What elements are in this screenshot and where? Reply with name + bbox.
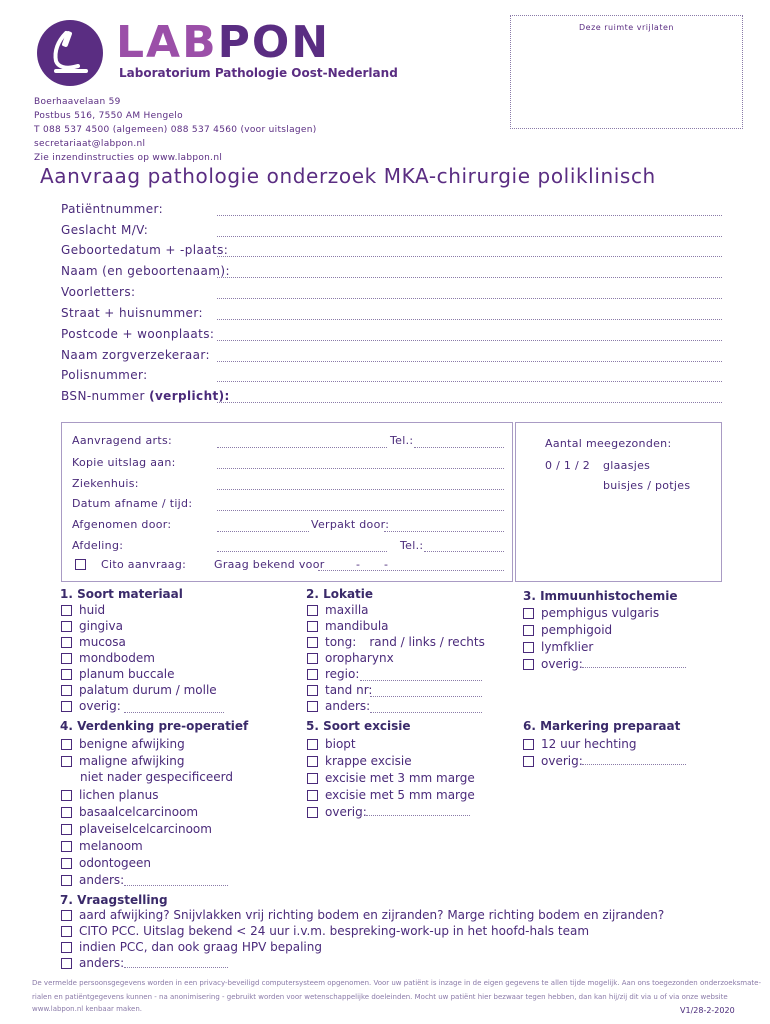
kopie-input[interactable] [217,468,504,469]
field-naam: Naam (en geboortenaam): [61,264,230,278]
logo-subtitle: Laboratorium Pathologie Oost-Nederland [119,66,398,80]
checkbox[interactable] [307,790,318,801]
checkbox[interactable] [307,637,318,648]
tel2-label: Tel.: [400,539,424,552]
page-title: Aanvraag pathologie onderzoek MKA-chirurgie poliklinisch [40,164,656,188]
label: regio: [325,667,360,681]
s3-item-overig[interactable] [523,657,583,671]
checkbox[interactable] [61,605,72,616]
checkbox[interactable] [61,875,72,886]
datum-input[interactable] [217,510,504,511]
label: mondbodem [79,651,155,665]
checkbox[interactable] [61,807,72,818]
checkbox[interactable] [61,858,72,869]
logo [36,17,398,87]
s4-item-plaveisel[interactable] [61,822,212,836]
checkbox[interactable] [61,637,72,648]
checkbox[interactable] [61,824,72,835]
checkbox[interactable] [307,605,318,616]
label: excisie met 5 mm marge [325,788,475,802]
checkbox[interactable] [307,685,318,696]
zorgverzekeraar-input[interactable] [217,361,722,362]
s2-item-anders[interactable] [307,699,370,713]
address-instructions: Zie inzendinstructies op www.labpon.nl [34,153,223,163]
label: lymfklier [541,640,594,654]
patientnummer-input[interactable] [217,215,722,216]
field-geboortedatum: Geboortedatum + -plaats: [61,243,229,257]
section-4-title: 4. Verdenking pre-operatief [60,719,249,733]
s2-regio-input[interactable] [360,680,482,681]
s4-item-basaal[interactable] [61,805,198,819]
section-6-title: 6. Markering preparaat [523,719,681,733]
footer-line-1: De vermelde persoonsgegevens worden in een privacy-beveiligd computersysteem opgenomen. Voor uw patiënt is inzage in de eigen gegevens te allen tijde mogelijk. Aan ons toegezonden onderzoeksmate- [32,979,761,987]
counts-options: 0 / 1 / 2 [545,459,591,472]
checkbox[interactable] [307,807,318,818]
checkbox[interactable] [61,958,72,969]
geslacht-input[interactable] [217,236,722,237]
address [34,95,317,165]
checkbox[interactable] [307,669,318,680]
bsn-label: BSN-nummer [61,389,145,403]
label: oropharynx [325,651,394,665]
checkbox[interactable] [307,653,318,664]
s1-item-gingiva[interactable] [61,619,123,633]
checkbox[interactable] [61,653,72,664]
label: pemphigoid [541,623,613,637]
s1-item-planum[interactable] [61,667,175,681]
s7-anders-input[interactable] [124,967,228,968]
field-voorletters: Voorletters: [61,285,136,299]
logo-lab: LAB [116,17,218,68]
label: melanoom [79,839,143,853]
geboortedatum-input[interactable] [217,256,722,257]
tel1-label: Tel.: [390,434,414,447]
label: CITO PCC. Uitslag bekend < 24 uur i.v.m. bespreking-work-up in het hoofd-hals team [79,924,590,938]
label: excisie met 3 mm marge [325,771,475,785]
afdeling-input[interactable] [217,551,387,552]
checkbox[interactable] [61,739,72,750]
afdeling-label: Afdeling: [72,539,124,552]
checkbox[interactable] [523,739,534,750]
kopie-label: Kopie uitslag aan: [72,456,176,469]
afgenomen-label: Afgenomen door: [72,518,172,531]
counts-glaasjes: glaasjes [603,459,651,472]
label: anders: [325,699,371,713]
s4-item-lichen[interactable] [61,788,158,802]
s6-overig-input[interactable] [582,764,686,765]
address-phone: T 088 537 4500 (algemeen) 088 537 4560 (voor uitslagen) [34,125,317,135]
label: tong: [325,635,357,649]
s1-item-huid[interactable] [61,603,105,617]
label: benigne afwijking [79,737,185,751]
s5-item-3mm[interactable] [307,771,475,785]
s6-item-12uur[interactable] [523,737,637,751]
label: planum buccale [79,667,175,681]
s4-item-maligne[interactable] [61,754,185,768]
polisnummer-input[interactable] [217,381,722,382]
bsn-input[interactable] [217,402,722,403]
s2-item-oropharynx[interactable] [307,651,394,665]
s2-tand-input[interactable] [370,696,482,697]
cito-checkbox-row[interactable] [75,558,186,571]
postcode-input[interactable] [217,340,722,341]
label: gingiva [79,619,123,633]
s7-item-anders[interactable] [61,956,124,970]
s3-item-lymfklier[interactable] [523,640,593,654]
s2-anders-input[interactable] [370,712,482,713]
counts-buisjes: buisjes / potjes [603,479,691,492]
label: basaalcelcarcinoom [79,805,199,819]
s3-item-pemphigoid[interactable] [523,623,612,637]
field-straat: Straat + huisnummer: [61,306,203,320]
bsn-required: (verplicht): [149,389,230,403]
label: odontogeen [79,856,151,870]
logo-pon: PON [217,17,331,68]
label: overig: [541,754,583,768]
afgenomen-input[interactable] [217,531,309,532]
s5-item-5mm[interactable] [307,788,475,802]
voorletters-input[interactable] [217,298,722,299]
label: indien PCC, dan ook graag HPV bepaling [79,940,322,954]
counts-title: Aantal meegezonden: [545,437,672,450]
tel2-input[interactable] [424,551,504,552]
address-street: Boerhaavelaan 59 [34,97,121,107]
label: anders: [79,956,125,970]
footer-line-3: www.labpon.nl kenbaar maken. [32,1005,142,1013]
verpakt-input[interactable] [384,531,504,532]
checkbox[interactable] [61,685,72,696]
label: lichen planus [79,788,159,802]
footer-line-2: rialen en patiëntgegevens kunnen - na anonimisering - gebruikt worden voor wetenschappelijke doeleinden. Mocht uw patiënt hier bezwaar tegen hebben, dan kan hij/zij dit via u of via onze website [32,993,728,1001]
label: maligne afwijking [79,754,185,768]
checkbox[interactable] [307,739,318,750]
label: krappe excisie [325,754,412,768]
label: overig: [79,699,121,713]
label: anders: [79,873,125,887]
tel1-input[interactable] [414,447,504,448]
naam-input[interactable] [217,277,722,278]
s7-item-cito[interactable] [61,924,589,938]
field-polisnummer: Polisnummer: [61,368,148,382]
verpakt-label: Verpakt door: [311,518,390,531]
s3-overig-input[interactable] [582,667,686,668]
s4-anders-input[interactable] [124,885,228,886]
label: biopt [325,737,356,751]
field-zorgverzekeraar: Naam zorgverzekeraar: [61,348,210,362]
s4-item-benigne[interactable] [61,737,185,751]
label: tand nr: [325,683,373,697]
checkbox[interactable] [61,701,72,712]
s7-item-hpv[interactable] [61,940,322,954]
section-5-title: 5. Soort excisie [306,719,411,733]
graag-dash-1: - [356,558,361,571]
label: pemphigus vulgaris [541,606,660,620]
s1-overig-input[interactable] [124,712,224,713]
checkbox[interactable] [307,621,318,632]
ziekenhuis-input[interactable] [217,489,504,490]
label: overig: [541,657,583,671]
s2-item-maxilla[interactable] [307,603,369,617]
checkbox[interactable] [523,642,534,653]
section-7-title: 7. Vraagstelling [60,893,168,907]
s1-item-overig[interactable] [61,699,121,713]
address-postbus: Postbus 516, 7550 AM Hengelo [34,111,183,121]
label: 12 uur hechting [541,737,637,751]
s1-item-mucosa[interactable] [61,635,126,649]
aanvragend-arts-label: Aanvragend arts: [72,434,173,447]
cito-label: Cito aanvraag: [101,558,187,571]
checkbox[interactable] [307,701,318,712]
label: palatum durum / molle [79,683,217,697]
s1-item-palatum[interactable] [61,683,217,697]
graag-label: Graag bekend voor [214,558,325,571]
graag-dash-2: - [384,558,389,571]
checkbox[interactable] [61,669,72,680]
graag-input[interactable] [318,570,504,571]
checkbox[interactable] [61,910,72,921]
reserved-box-label: Deze ruimte vrijlaten [579,23,674,32]
label: overig: [325,805,367,819]
address-email: secretariaat@labpon.nl [34,139,146,149]
logo-mark-icon [36,19,104,87]
label: mucosa [79,635,126,649]
s4-item-anders[interactable] [61,873,124,887]
label: huid [79,603,106,617]
straat-input[interactable] [217,319,722,320]
s3-item-pemphigus[interactable] [523,606,659,620]
s4-item-melanoom[interactable] [61,839,143,853]
s2-item-tand[interactable] [307,683,372,697]
s5-item-overig[interactable] [307,805,367,819]
field-geslacht: Geslacht M/V: [61,223,149,237]
checkbox[interactable] [523,756,534,767]
checkbox[interactable] [61,621,72,632]
datum-label: Datum afname / tijd: [72,497,193,510]
s7-item-aard[interactable] [61,908,664,922]
field-bsn [61,389,230,403]
s1-item-mondbodem[interactable] [61,651,155,665]
checkbox[interactable] [61,756,72,767]
checkbox[interactable] [307,756,318,767]
s2-item-mandibula[interactable] [307,619,389,633]
s4-maligne-note: niet nader gespecificeerd [80,770,233,784]
ziekenhuis-label: Ziekenhuis: [72,477,139,490]
aanvragend-arts-input[interactable] [217,447,387,448]
field-patientnummer: Patiëntnummer: [61,202,164,216]
s5-overig-input[interactable] [366,815,470,816]
label: plaveiselcelcarcinoom [79,822,212,836]
checkbox[interactable] [61,841,72,852]
label: maxilla [325,603,369,617]
s5-item-biopt[interactable] [307,737,356,751]
checkbox[interactable] [61,790,72,801]
reserved-box [510,15,743,129]
label: aard afwijking? Snijvlakken vrij richting bodem en zijranden? Marge richting bodem en zijranden? [79,908,665,922]
field-postcode: Postcode + woonplaats: [61,327,215,341]
version-label: V1/28-2-2020 [680,1006,735,1015]
tong-options: rand / links / rechts [369,635,485,649]
checkbox[interactable] [307,773,318,784]
section-2-title: 2. Lokatie [306,587,374,601]
s4-item-odontogeen[interactable] [61,856,151,870]
s6-item-overig[interactable] [523,754,583,768]
label: mandibula [325,619,389,633]
checkbox[interactable] [61,926,72,937]
section-1-title: 1. Soort materiaal [60,587,183,601]
checkbox[interactable] [523,608,534,619]
checkbox[interactable] [523,625,534,636]
checkbox[interactable] [523,659,534,670]
checkbox[interactable] [61,942,72,953]
section-3-title: 3. Immuunhistochemie [523,589,678,603]
s2-item-regio[interactable] [307,667,359,681]
s2-item-tong[interactable] [307,635,485,649]
cito-checkbox[interactable] [75,559,86,570]
s5-item-krappe[interactable] [307,754,412,768]
